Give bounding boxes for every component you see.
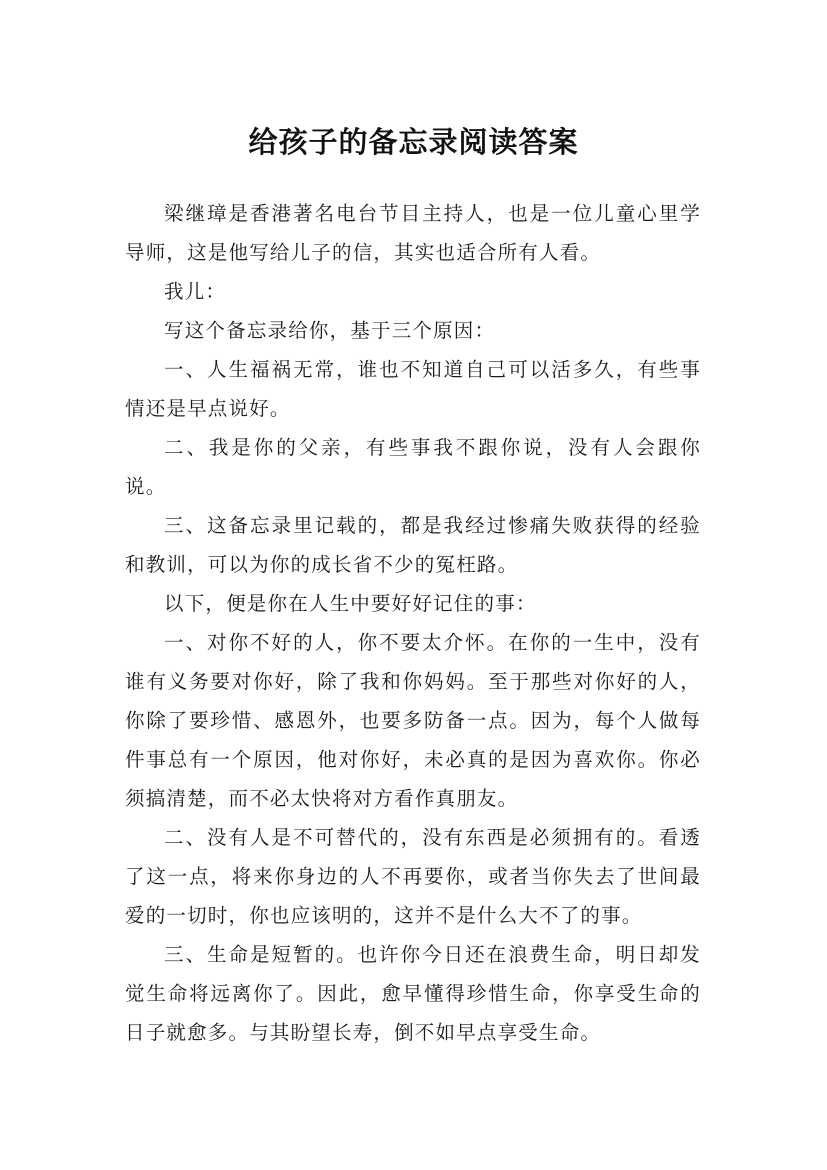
paragraph-reason-1: 一、人生福祸无常，谁也不知道自己可以活多久，有些事情还是早点说好。 <box>125 358 701 420</box>
paragraph-reasons-intro: 写这个备忘录给你，基于三个原因： <box>164 319 496 342</box>
paragraph-salutation: 我儿： <box>164 280 227 303</box>
paragraph-lessons-intro: 以下，便是你在人生中要好好记住的事： <box>164 592 537 615</box>
paragraph-lesson-3: 三、生命是短暂的。也许你今日还在浪费生命，明日却发觉生命将远离你了。因此，愈早懂得珍惜生命，你享受生命的日子就愈多。与其盼望长寿，倒不如早点享受生命。 <box>125 943 701 1044</box>
paragraph-reason-2: 二、我是你的父亲，有些事我不跟你说，没有人会跟你说。 <box>125 436 701 498</box>
document-body <box>125 194 701 1052</box>
document-title: 给孩子的备忘录阅读答案 <box>248 125 579 160</box>
paragraph-reason-3: 三、这备忘录里记载的，都是我经过惨痛失败获得的经验和教训，可以为你的成长省不少的冤枉路。 <box>125 514 701 576</box>
paragraph-lesson-2: 二、没有人是不可替代的，没有东西是必须拥有的。看透了这一点，将来你身边的人不再要你，或者当你失去了世间最爱的一切时，你也应该明的，这并不是什么大不了的事。 <box>125 826 701 927</box>
paragraph-lesson-1: 一、对你不好的人，你不要太介怀。在你的一生中，没有谁有义务要对你好，除了我和你妈妈。至于那些对你好的人，你除了要珍惜、感恩外，也要多防备一点。因为，每个人做每件事总有一个原因，他对你好，未必真的是因为喜欢你。你必须搞清楚，而不必太快将对方看作真朋友。 <box>125 631 701 810</box>
paragraph-intro: 梁继璋是香港著名电台节目主持人，也是一位儿童心里学导师，这是他写给儿子的信，其实也适合所有人看。 <box>125 202 701 264</box>
